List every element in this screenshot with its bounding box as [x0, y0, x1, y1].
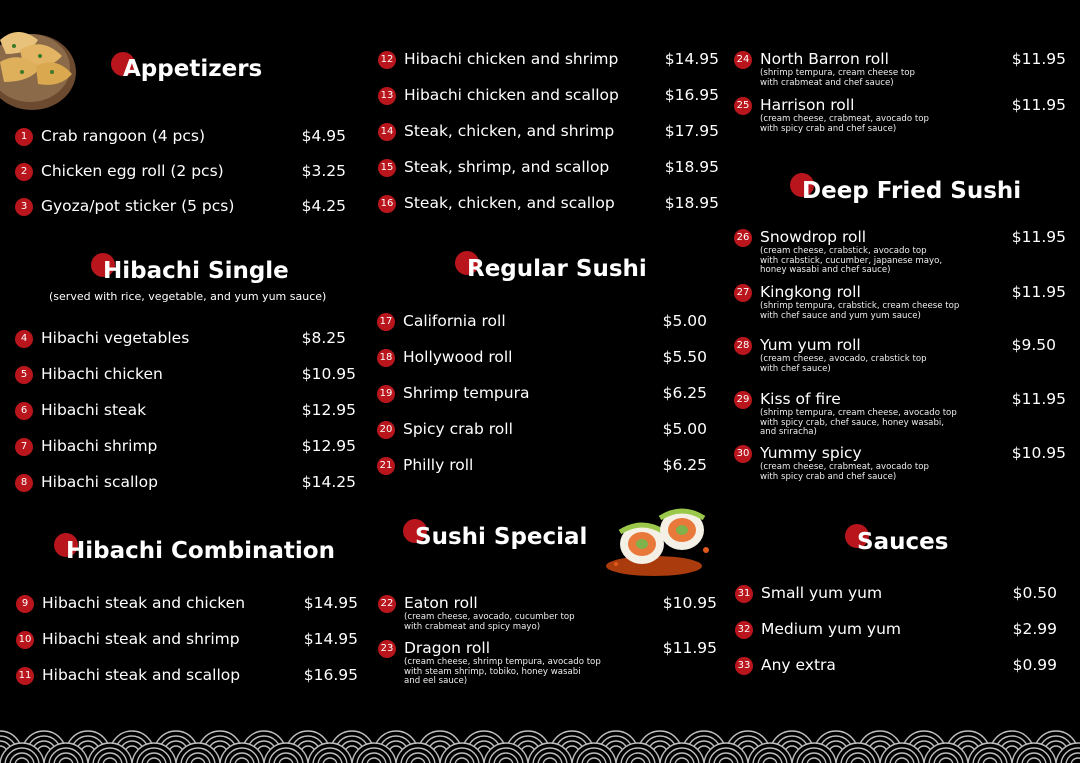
item-name: Any extra — [761, 656, 836, 674]
item-number: 31 — [735, 585, 753, 603]
item-price: $11.95 — [1011, 96, 1066, 114]
item-number: 22 — [378, 595, 396, 613]
list-item — [378, 122, 719, 144]
item-price: $6.25 — [662, 384, 707, 402]
item-description: (cream cheese, avocado, cucumber top with crabmeat and spicy mayo) — [404, 612, 575, 632]
item-price: $16.95 — [664, 86, 719, 104]
item-number: 15 — [378, 159, 396, 177]
item-name: Dragon roll — [404, 639, 491, 657]
item-name: Kingkong roll — [760, 283, 861, 301]
list-item — [734, 283, 1066, 325]
gyoza-image — [0, 10, 80, 110]
item-price: $10.95 — [1011, 444, 1066, 462]
item-number: 6 — [15, 402, 33, 420]
item-price: $5.00 — [662, 420, 707, 438]
item-number: 18 — [377, 349, 395, 367]
item-price: $14.95 — [664, 50, 719, 68]
item-number: 5 — [15, 366, 33, 384]
item-number: 9 — [16, 595, 34, 613]
list-item — [16, 630, 358, 652]
item-name: Gyoza/pot sticker (5 pcs) — [41, 197, 235, 215]
item-name: Hibachi scallop — [41, 473, 158, 491]
item-number: 28 — [734, 337, 752, 355]
item-price: $10.95 — [662, 594, 717, 612]
item-number: 7 — [15, 438, 33, 456]
item-number: 10 — [16, 631, 34, 649]
item-price: $4.95 — [301, 127, 346, 145]
item-price: $2.99 — [1012, 620, 1057, 638]
item-name: Hibachi vegetables — [41, 329, 190, 347]
list-item — [377, 384, 707, 406]
item-description: (cream cheese, shrimp tempura, avocado top with steam shrimp, tobiko, honey wasabi and eel sauce) — [404, 657, 601, 686]
heading-sushi-special: Sushi Special — [415, 524, 587, 550]
item-price: $11.95 — [1011, 283, 1066, 301]
item-number: 29 — [734, 391, 752, 409]
item-price: $14.95 — [303, 594, 358, 612]
item-name: Snowdrop roll — [760, 228, 867, 246]
item-number: 25 — [734, 97, 752, 115]
item-description: (shrimp tempura, cream cheese top with crabmeat and chef sauce) — [760, 68, 915, 88]
item-name: Chicken egg roll (2 pcs) — [41, 162, 224, 180]
item-description: (shrimp tempura, cream cheese, avocado top with spicy crab, chef sauce, honey wasabi, and sriracha) — [760, 408, 957, 437]
item-name: Small yum yum — [761, 584, 883, 602]
item-name: Medium yum yum — [761, 620, 902, 638]
item-number: 2 — [15, 163, 33, 181]
item-name: Hibachi chicken — [41, 365, 163, 383]
item-price: $11.95 — [1011, 50, 1066, 68]
list-item — [15, 437, 356, 459]
item-number: 17 — [377, 313, 395, 331]
item-name: Hibachi chicken and scallop — [404, 86, 619, 104]
list-item — [735, 656, 1057, 678]
item-name: Hibachi steak and chicken — [42, 594, 246, 612]
item-name: Philly roll — [403, 456, 474, 474]
list-item — [377, 420, 707, 442]
item-price: $11.95 — [1011, 228, 1066, 246]
item-price: $5.00 — [662, 312, 707, 330]
item-price: $3.25 — [301, 162, 346, 180]
item-description: (cream cheese, crabstick, avocado top with crabstick, cucumber, japanese mayo, honey wasabi and chef sauce) — [760, 246, 943, 275]
item-description: (cream cheese, crabmeat, avocado top with spicy crab and chef sauce) — [760, 462, 929, 482]
item-name: Shrimp tempura — [403, 384, 530, 402]
item-number: 12 — [378, 51, 396, 69]
item-name: Yum yum roll — [760, 336, 861, 354]
item-price: $18.95 — [664, 158, 719, 176]
item-price: $9.50 — [1011, 336, 1056, 354]
list-item — [734, 50, 1066, 90]
item-number: 23 — [378, 640, 396, 658]
list-item — [378, 194, 719, 216]
item-number: 16 — [378, 195, 396, 213]
list-item — [15, 162, 346, 184]
item-price: $12.95 — [301, 401, 356, 419]
heading-appetizers: Appetizers — [123, 56, 262, 82]
item-description: (cream cheese, avocado, crabstick top with chef sauce) — [760, 354, 927, 374]
item-name: Hibachi steak and shrimp — [42, 630, 240, 648]
item-number: 8 — [15, 474, 33, 492]
item-number: 13 — [378, 87, 396, 105]
item-number: 20 — [377, 421, 395, 439]
item-name: Harrison roll — [760, 96, 855, 114]
item-name: Steak, chicken, and scallop — [404, 194, 615, 212]
item-number: 11 — [16, 667, 34, 685]
item-name: Crab rangoon (4 pcs) — [41, 127, 206, 145]
list-item — [15, 401, 356, 423]
list-item — [15, 197, 346, 219]
item-price: $16.95 — [303, 666, 358, 684]
item-number: 21 — [377, 457, 395, 475]
item-name: Hibachi steak and scallop — [42, 666, 241, 684]
item-price: $5.50 — [662, 348, 707, 366]
list-item — [734, 228, 1066, 278]
item-price: $12.95 — [301, 437, 356, 455]
item-name: North Barron roll — [760, 50, 889, 68]
heading-hibachi-combination: Hibachi Combination — [66, 538, 335, 564]
list-item — [16, 594, 358, 616]
list-item — [378, 639, 717, 691]
item-number: 1 — [15, 128, 33, 146]
item-number: 4 — [15, 330, 33, 348]
item-price: $10.95 — [301, 365, 356, 383]
item-price: $6.25 — [662, 456, 707, 474]
item-number: 14 — [378, 123, 396, 141]
item-price: $14.95 — [303, 630, 358, 648]
item-name: Hibachi steak — [41, 401, 147, 419]
heading-deep-fried-sushi: Deep Fried Sushi — [802, 178, 1021, 204]
heading-hibachi-single: Hibachi Single — [103, 258, 289, 284]
item-description: (cream cheese, crabmeat, avocado top with spicy crab and chef sauce) — [760, 114, 929, 134]
list-item — [378, 50, 719, 72]
item-name: Eaton roll — [404, 594, 478, 612]
list-item — [378, 86, 719, 108]
list-item — [16, 666, 358, 688]
heading-sauces: Sauces — [857, 529, 948, 555]
list-item — [378, 594, 717, 638]
item-price: $8.25 — [301, 329, 346, 347]
list-item — [735, 584, 1057, 606]
item-number: 32 — [735, 621, 753, 639]
list-item — [377, 348, 707, 370]
item-price: $11.95 — [662, 639, 717, 657]
item-number: 3 — [15, 198, 33, 216]
item-price: $17.95 — [664, 122, 719, 140]
item-name: Spicy crab roll — [403, 420, 513, 438]
item-name: Hollywood roll — [403, 348, 513, 366]
item-price: $14.25 — [301, 473, 356, 491]
item-name: California roll — [403, 312, 506, 330]
item-price: $4.25 — [301, 197, 346, 215]
item-number: 33 — [735, 657, 753, 675]
item-name: Yummy spicy — [760, 444, 862, 462]
list-item — [15, 329, 346, 351]
item-name: Steak, chicken, and shrimp — [404, 122, 615, 140]
list-item — [735, 620, 1057, 642]
list-item — [15, 127, 346, 149]
item-name: Hibachi shrimp — [41, 437, 158, 455]
item-price: $11.95 — [1011, 390, 1066, 408]
heading-regular-sushi: Regular Sushi — [467, 256, 647, 282]
item-price: $0.99 — [1012, 656, 1057, 674]
list-item — [734, 96, 1066, 136]
list-item — [734, 336, 1056, 378]
wave-pattern — [0, 725, 1080, 763]
list-item — [378, 158, 719, 180]
item-description: (shrimp tempura, crabstick, cream cheese top with chef sauce and yum yum sauce) — [760, 301, 960, 321]
list-item — [734, 390, 1066, 440]
item-number: 30 — [734, 445, 752, 463]
item-number: 26 — [734, 229, 752, 247]
list-item — [377, 312, 707, 334]
item-number: 27 — [734, 284, 752, 302]
item-price: $18.95 — [664, 194, 719, 212]
sushi-image — [604, 492, 720, 580]
list-item — [734, 444, 1066, 486]
hibachi-single-note: (served with rice, vegetable, and yum yum sauce) — [49, 290, 327, 303]
list-item — [15, 473, 356, 495]
list-item — [15, 365, 356, 387]
item-number: 24 — [734, 51, 752, 69]
item-name: Steak, shrimp, and scallop — [404, 158, 610, 176]
item-name: Hibachi chicken and shrimp — [404, 50, 619, 68]
item-price: $0.50 — [1012, 584, 1057, 602]
item-name: Kiss of fire — [760, 390, 841, 408]
item-number: 19 — [377, 385, 395, 403]
list-item — [377, 456, 707, 478]
